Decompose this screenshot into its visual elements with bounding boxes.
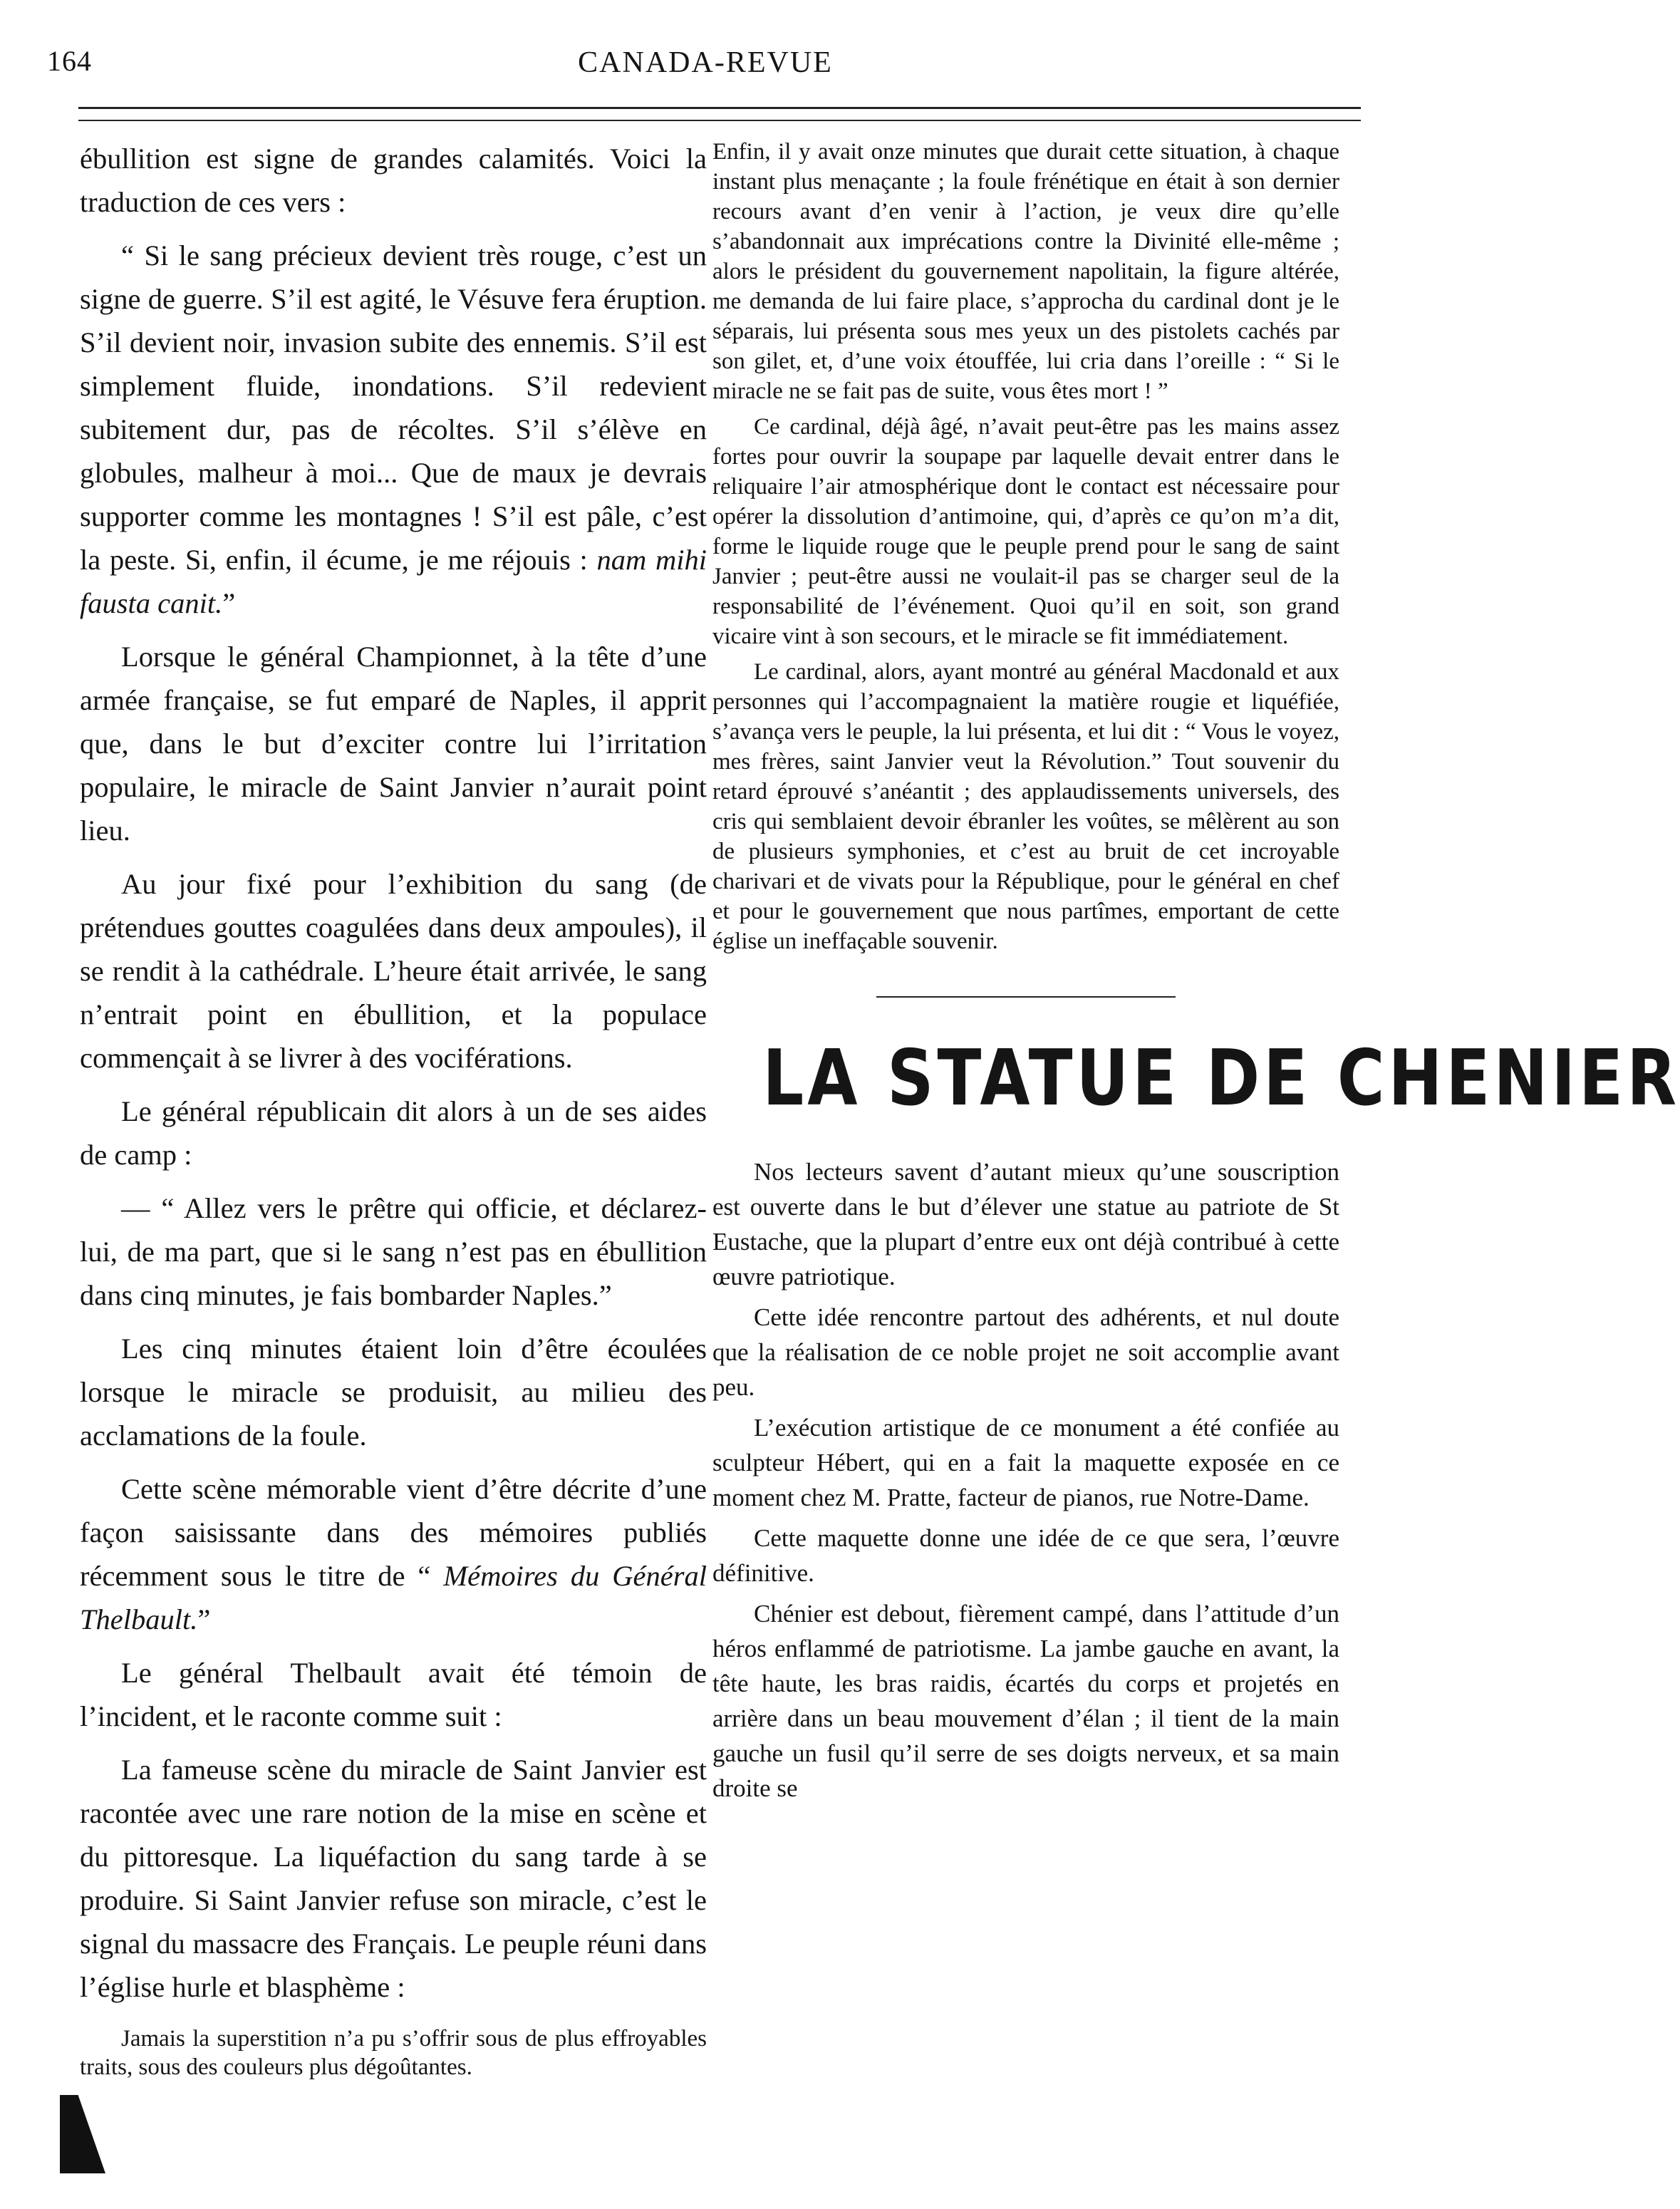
paragraph: Le général Thelbault avait été témoin de l’incident, et le raconte comme suit : [80,1657,707,1732]
paragraph: La fameuse scène du miracle de Saint Janvier est racontée avec une rare notion de la mise en scène et du pittoresque. La liquéfaction du sang tarde à se produire. Si Saint Janvier refuse son miracle, c’est le signal du massacre des Français. Le peuple réuni dans l’église hurle et blasphème : [80,1754,707,2003]
paragraph: Les cinq minutes étaient loin d’être écoulées lorsque le miracle se produisit, au milieu des acclamations de la foule. [80,1333,707,1452]
running-head: CANADA-REVUE [578,46,833,79]
section-title: LA STATUE DE CHENIER [762,1034,1680,1123]
paragraph: L’exécution artistique de ce monument a été confiée au sculpteur Hébert, qui en a fait la maquette exposée en ce moment chez M. Pratte, facteur de pianos, rue Notre-Dame. [712,1414,1339,1511]
paragraph: Le général républicain dit alors à un de ses aides de camp : [80,1095,707,1171]
paragraph: ébullition est signe de grandes calamités. Voici la traduction de ces vers : [80,143,707,218]
page-number: 164 [47,45,92,77]
paragraph: Nos lecteurs savent d’autant mieux qu’une souscription est ouverte dans le but d’élever une statue au patriote de St Eustache, que la plupart d’entre eux ont déjà contribué à cette œuvre patriotique. [712,1158,1339,1290]
left-column [80,137,707,2081]
paragraph-small: Jamais la superstition n’a pu s’offrir sous de plus effroyables traits, sous des couleurs plus dégoûtantes. [80,2026,707,2080]
paragraph: Chénier est debout, fièrement campé, dans l’attitude d’un héros enflammé de patriotisme. La jambe gauche en avant, la tête haute, les bras raidis, écartés du corps et projetés en arrière dans un beau mouvement d’élan ; il tient de la main gauche un fusil qu’il serre de ses doigts nerveux, et sa main droite se [712,1600,1339,1802]
section-divider [876,996,1176,998]
memoir-intro: Cette scène mémorable vient d’être décrite d’une façon saisissante dans des mémoires publiés récemment sous le titre de “ [80,1473,707,1592]
paragraph: Cette idée rencontre partout des adhérents, et nul doute que la réalisation de ce noble projet ne soit accomplie avant peu. [712,1303,1339,1401]
memoir-title: Mémoires du Général Thelbault. [80,1560,707,1635]
paragraph: Ce cardinal, déjà âgé, n’avait peut-être pas les mains assez fortes pour ouvrir la soupape par laquelle devait entrer dans le reliquaire l’air atmosphérique dont le contact est nécessaire pour opérer la dissolution d’antimoine, qui, d’après ce qu’on m’a dit, forme le liquide rouge que le peuple prend pour le sang de saint Janvier ; peut-être aussi ne voulait-il pas se charger seul de la responsabilité de l’événement. Quoi qu’il en soit, son grand vicaire vint à son secours, et le miracle se fit immédiatement. [712,414,1339,649]
printer-mark [60,2095,105,2173]
memoir-close: ” [197,1603,211,1635]
paragraph: Le cardinal, alors, ayant montré au général Macdonald et aux personnes qui l’accompagnaient la matière rougie et liquéfiée, s’avança vers le peuple, la lui présenta, et lui dit : “ Vous le voyez, mes frères, saint Janvier veut la Révolution.” Tout souvenir du retard éprouvé s’anéantit ; des applaudissements universels, des cris qui semblaient devoir ébranler les voûtes, se mêlèrent au son de plusieurs symphonies, et c’est au bruit de cet incroyable charivari et de vivats pour la République, pour le général en chef et pour le gouvernement que nous partîmes, emportant de cette église un ineffaçable souvenir. [712,659,1339,954]
paragraph: Cette maquette donne une idée de ce que sera, l’œuvre définitive. [712,1524,1339,1587]
paragraph: Lorsque le général Championnet, à la tête d’une armée française, se fut emparé de Naples, il apprit que, dans le but d’exciter contre lui l’irritation populaire, le miracle de Saint Janvier n’aurait point lieu. [80,641,707,847]
paragraph: — “ Allez vers le prêtre qui officie, et déclarez-lui, de ma part, que si le sang n’est pas en ébullition dans cinq minutes, je fais bombarder Naples.” [80,1192,707,1311]
quote-close: ” [222,587,236,619]
right-column [712,137,1680,1806]
quote-paragraph [80,234,707,625]
latin-quote: nam mihi fausta canit. [80,544,707,619]
header-rule [78,107,1361,109]
paragraph: Enfin, il y avait onze minutes que durait cette situation, à chaque instant plus menaçante ; la foule frénétique en était à son dernier recours avant d’en venir à l’action, je veux dire qu’elle s’abandonnait aux imprécations contre la Divinité elle-même ; alors le président du gouvernement napolitain, la figure altérée, me demanda de lui faire place, s’approcha du cardinal dont je le séparais, lui présenta sous mes yeux un des pistolets cachés par son gilet, et, d’une voix étouffée, lui cria dans l’oreille : “ Si le miracle ne se fait pas de suite, vous êtes mort ! ” [712,139,1339,404]
header-rule-thin [78,120,1361,121]
paragraph: Au jour fixé pour l’exhibition du sang (de prétendues gouttes coagulées dans deux ampoules), il se rendit à la cathédrale. L’heure était arrivée, le sang n’entrait point en ébullition, et la populace commençait à se livrer à des vociférations. [80,868,707,1074]
memoir-paragraph [80,1467,707,1641]
quote-text: “ Si le sang précieux devient très rouge, c’est un signe de guerre. S’il est agité, le Vésuve fera éruption. S’il devient noir, invasion subite des ennemis. S’il est simplement fluide, inondations. S’il redevient subitement dur, pas de récoltes. S’il s’élève en globules, malheur à moi... Que de maux je devrais supporter comme les montagnes ! S’il est pâle, c’est la peste. Si, enfin, il écume, je me réjouis : [80,239,707,576]
